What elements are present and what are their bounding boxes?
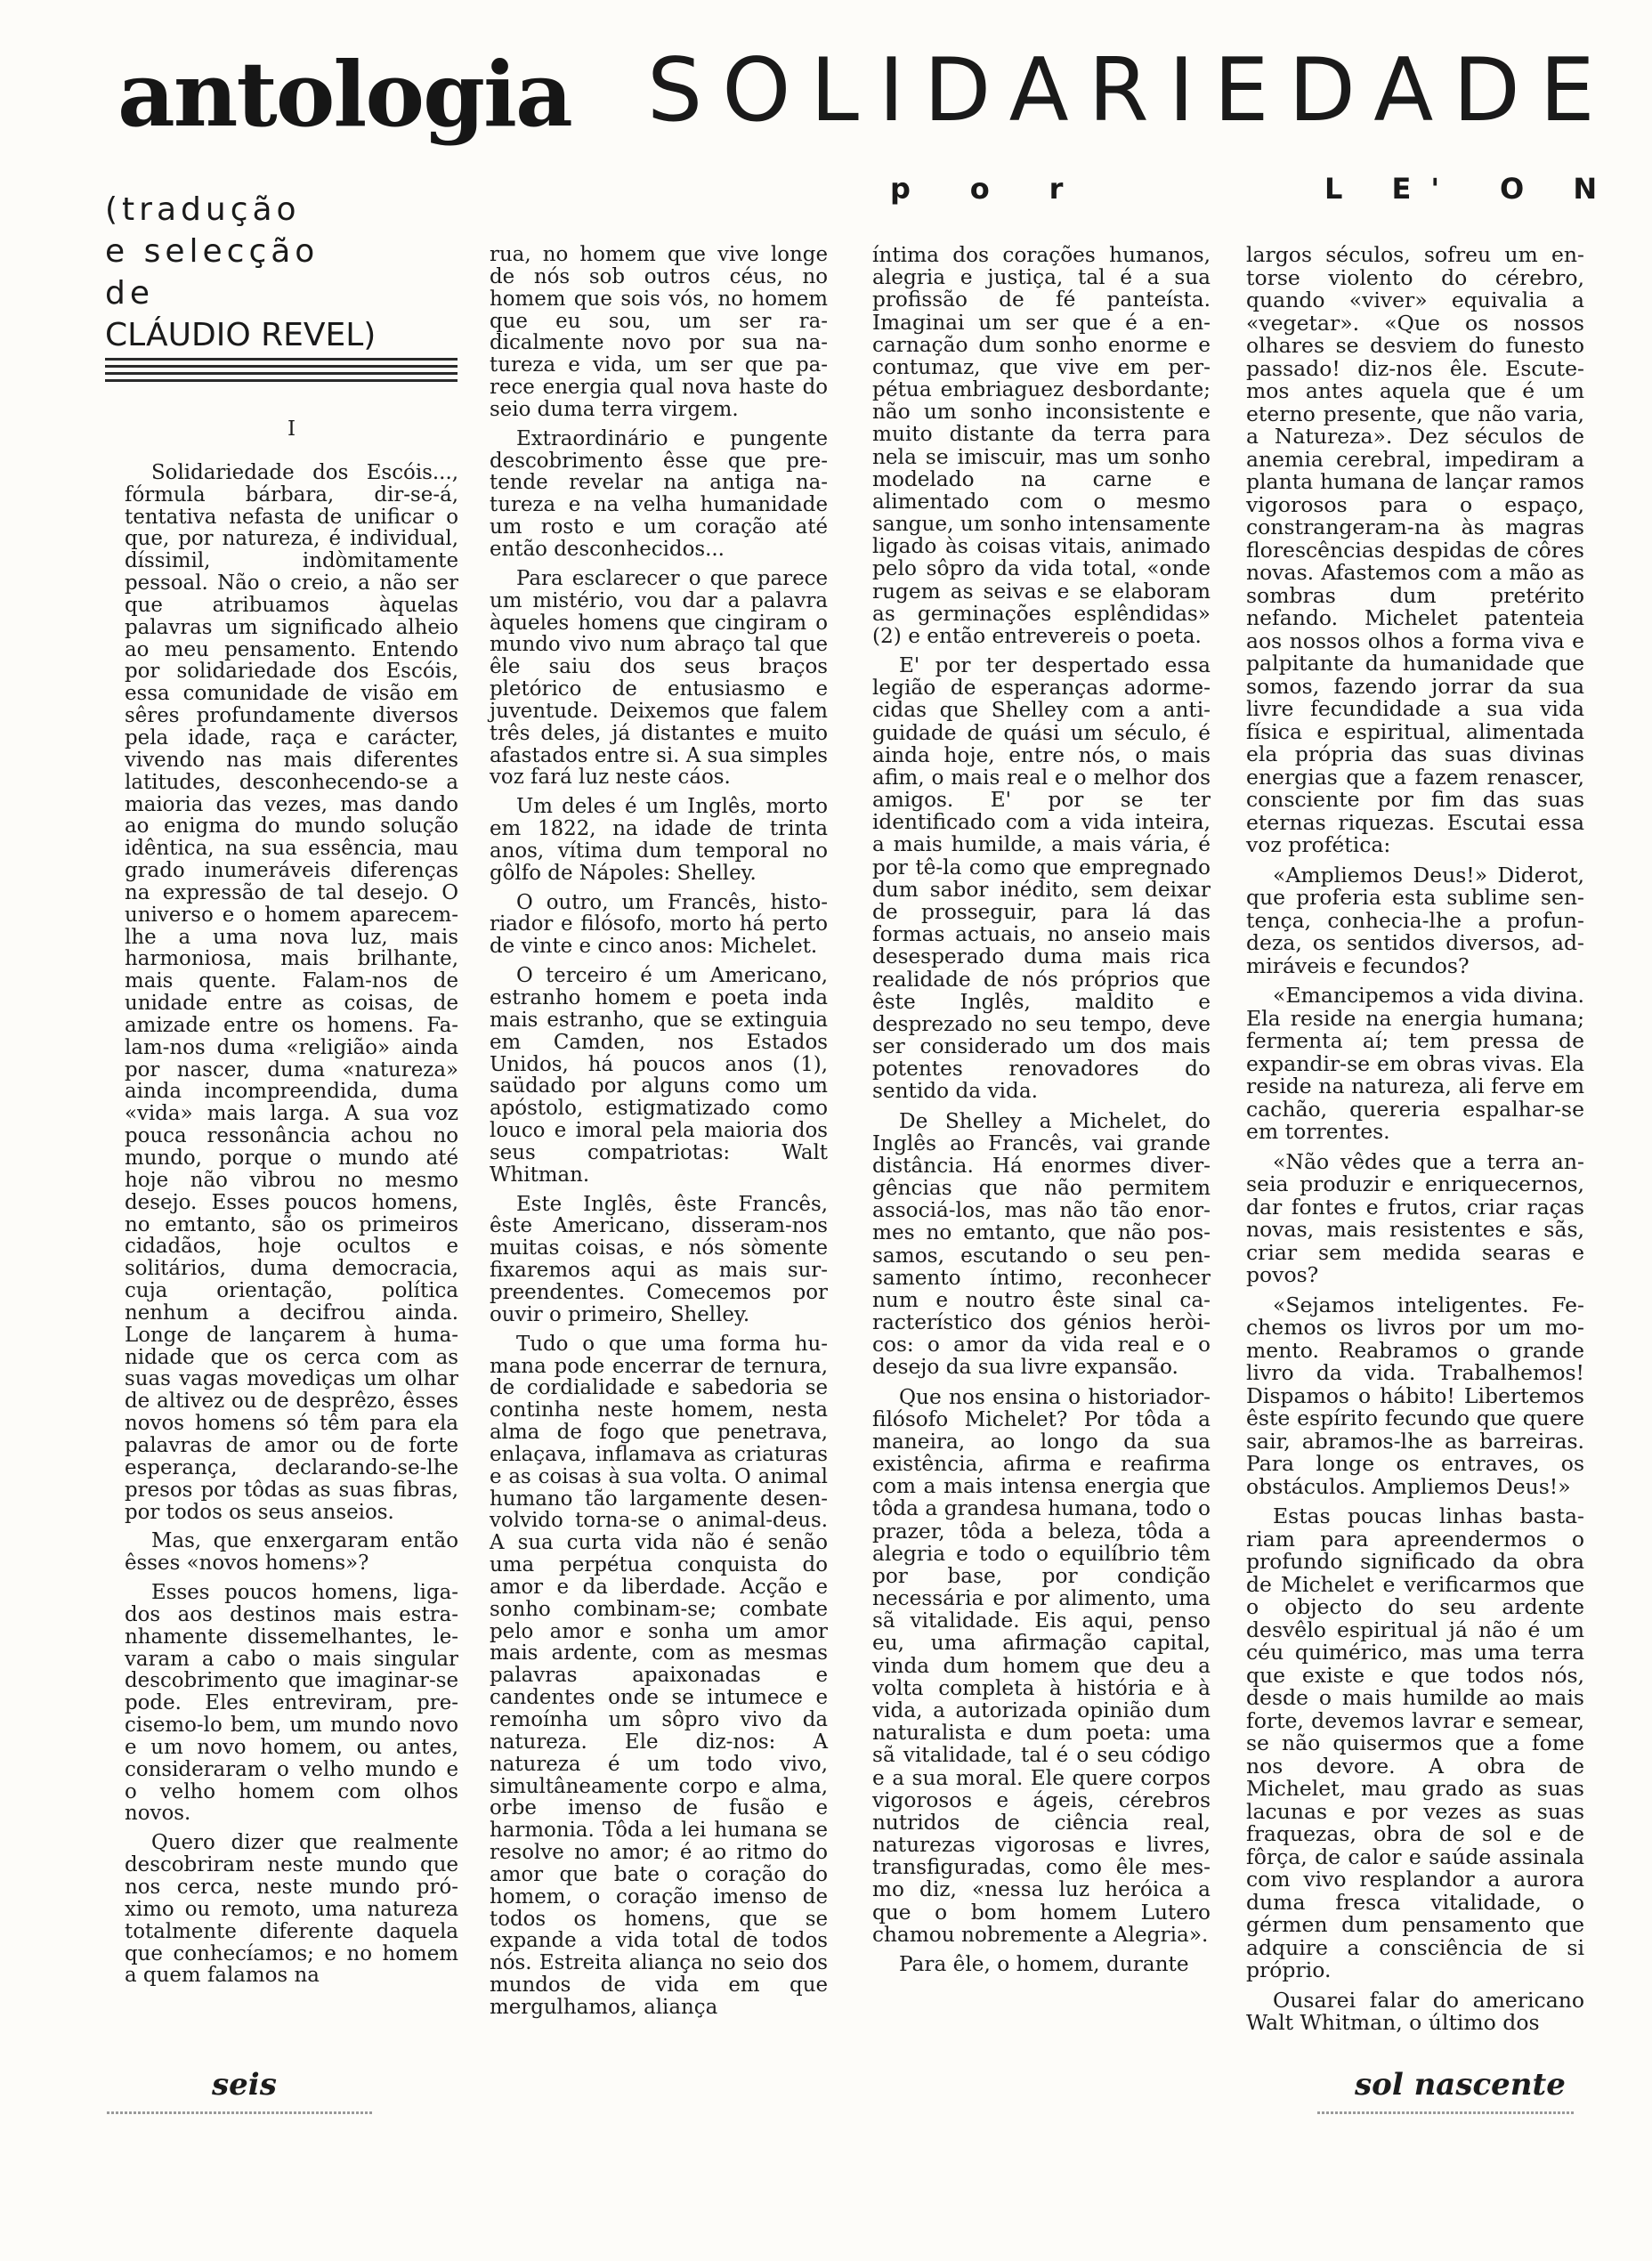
credit-line: (tradução <box>105 191 301 228</box>
paragraph: Quero dizer que realmente descobriram neste mundo que nos cerca, neste mundo próximo ou remoto, uma natureza totalmente diferente daquela que conhecíamos; e no homem a quem falamos na <box>125 1831 458 1988</box>
paragraph: Tudo o que uma forma humana pode encerrar de ternura, de cordialidade e sabedoria se continha neste homem, nesta alma de fogo que penetrava, enlaçava, inflamava as criaturas e as coisas à sua volta. O animal humano tão largamente desenvolvido torna-se o animal-deus. A sua curta vida não é senão uma perpétua conquista do amor e da liberdade. Acção e sonho combinam-se; combate pelo amor e sonha um amor mais ardente, com as mesmas palavras apaixonadas e candentes onde se intumece e remoínha um sôpro vivo da natureza. Ele diz-nos: A natureza é um todo vivo, simultâneamente corpo e alma, orbe imenso de fusão e harmonia. Tôda a lei humana se resolve no amor; é ao ritmo do amor que bate o coração do homem, o coração imenso de todos os homens, que se expande a vida total de todos nós. Estreita aliança no seio dos mundos de vida em que mergulhamos, aliança <box>490 1332 828 2019</box>
paragraph: «Ampliemos Deus!» Diderot, que proferia esta sublime sentença, conhecia-lhe a profundeza, os sentidos diversos, admiráveis e fecundos? <box>1246 862 1584 978</box>
paragraph: «Não vêdes que a terra anseia produzir e enriquecernos, dar fontes e frutos, criar raças novas, mais resistentes e sãs, criar sem medida searas e povos? <box>1246 1148 1584 1287</box>
paragraph: Estas poucas linhas bastariam para apreendermos o profundo significado da obra de Michelet e verificarmos que o objecto do seu ardente desvêlo espiritual já não é um céu quimérico, mas uma terra que existe e que todos nós, desde o mais humilde ao mais forte, devemos lavrar e semear, se não quisermos que a fome nos devore. A obra de Michelet, mau grado as suas lacunas e por vezes as suas fraquezas, obra de sol e de fôrça, de calor e saúde assinala com vivo resplandor a aurora duma fresca vitalidade, o gérmen dum pensamento que adquire a consciência de si próprio. <box>1246 1503 1584 1982</box>
section-heading: antologia <box>117 42 571 147</box>
byline-author: L E' <box>1324 172 1460 206</box>
section-number: I <box>287 417 296 441</box>
paragraph: Um deles é um Inglês, morto em 1822, na idade de trinta anos, vítima dum temporal no gôlfo de Nápoles: Shelley. <box>490 795 828 885</box>
paragraph: Ousarei falar do americano Walt Whitman, o último dos <box>1246 1987 1584 2035</box>
article-column-3 <box>872 244 1211 1982</box>
page-number-label: seis <box>212 2067 277 2103</box>
paragraph: Este Inglês, êste Francês, êste Americano, disseram-nos muitas coisas, e nós sòmente fixaremos aqui as mais surpreendentes. Comecemos por ouvir o primeiro, Shelley. <box>490 1192 828 1326</box>
paragraph: E' por ter despertado essa legião de esperanças adormecidas que Shelley com a antiguidade de quási um século, é ainda hoje, entre nós, o mais afim, o mais real e o melhor dos amigos. E' por se ter identificado com a vida inteira, a mais humilde, a mais vária, é por tê-la como que empregnado dum sabor inédito, sem deixar de prosseguir, para lá das formas actuais, no anseio mais desesperado duma mais rica realidade de nós próprios que êste Inglês, maldito e desprezado no seu tempo, deve ser considerado um dos mais potentes renovadores do sentido da vida. <box>872 653 1211 1104</box>
paragraph: Para êle, o homem, durante <box>899 1951 1189 1976</box>
credit-line: e selecção <box>105 233 320 270</box>
article-title: SOLIDARIEDADE <box>647 40 1615 142</box>
paragraph: largos séculos, sofreu um entorse violento do cérebro, quando «viver» equivalia a «vegetar». «Que os nossos olhares se desviem do funesto passado! diz-nos êle. Escutemos antes aquela que é um eterno presente, que não varia, a Natureza». Dez séculos de anemia cerebral, impediram a planta humana de lançar ramos vigorosos para o espaço, constrangeram-na às magras florescências despidas de côres novas. Afastemos com a mão as sombras dum pretérito nefando. Michelet patenteia aos nossos olhos a forma viva e palpitante da humanidade que somos, fazendo jorrar da sua livre fecundidade a sua vida física e espiritual, alimentada ela própria das suas divinas energias que a fazem renascer, consciente por fim das suas eternas riquezas. Escutai essa voz profética: <box>1246 242 1584 857</box>
byline-author-end: O N <box>1500 172 1617 206</box>
paragraph: «Sejamos inteligentes. Fechemos os livros por um momento. Reabramos o grande livro da vida. Trabalhemos! Dispamos o hábito! Libertemos êste espírito fecundo que quere sair, abramos-lhe as barreiras. Para longe os entraves, os obstáculos. Ampliemos Deus!» <box>1246 1292 1584 1499</box>
credit-line: de <box>105 275 154 312</box>
byline-por: p o r <box>890 172 1064 206</box>
paragraph: Esses poucos homens, ligados aos destinos mais estranhamente dissemelhantes, levaram a cabo o mais singular descobrimento que imaginar-se pode. Eles entreviram, precisemo-lo bem, um mundo novo e um novo homem, ou antes, consideraram o velho mundo e o velho homem com olhos novos. <box>125 1581 458 1826</box>
magazine-name: sol nascente <box>1355 2067 1566 2103</box>
paragraph: rua, no homem que vive longe de nós sob outros céus, no homem que sois vós, no homem que eu sou, um ser radicalmente novo por sua natureza e vida, um ser que parece energia qual nova haste do seio duma terra virgem. <box>490 243 828 421</box>
paragraph: íntima dos corações humanos, alegria e justiça, tal é a sua profissão de fé panteísta. Imaginai um ser que é a encarnação dum sonho enorme e contumaz, que vive em perpétua embriaguez desbordante; não um sonho inconsistente e muito distante da terra para nela se imiscuir, mas um sonho modelado na carne e alimentado com o mesmo sangue, um sonho intensamente ligado às coisas vitais, animado pelo sôpro da vida total, «onde rugem as seivas e se elaboram as germinações esplêndidas» (2) e então entrevereis o poeta. <box>872 243 1211 648</box>
translation-credit <box>105 189 461 356</box>
byline <box>0 172 1652 207</box>
footer-rule-left <box>107 2111 374 2114</box>
footer-rule-right <box>1317 2111 1575 2114</box>
paragraph: De Shelley a Michelet, do Inglês ao Francês, vai grande distância. Há enormes divergências que não permitem associá-los, mas não tão enormes no emtanto, que não possamos, escutando o seu pensamento íntimo, reconhecer num e noutro êste sinal característico dos génios heròicos: o amor da vida real e o desejo da sua livre expansão. <box>872 1108 1211 1380</box>
paragraph: Mas, que enxergaram então êsses «novos homens»? <box>125 1529 458 1576</box>
article-column-1 <box>125 418 458 1994</box>
credit-translator: CLÁUDIO REVEL) <box>105 317 377 353</box>
paragraph: O terceiro é um Americano, estranho homem e poeta inda mais estranho, que se extinguia em Camden, nos Estados Unidos, há poucos anos (1), saüdado por alguns como um apóstolo, estigmatizado como louco e imoral pela maioria dos seus compatriotas: Walt Whitman. <box>490 964 828 1187</box>
article-column-4 <box>1246 244 1584 2042</box>
article-column-2 <box>490 244 828 2026</box>
paragraph: O outro, um Francês, historiador e filósofo, morto há perto de vinte e cinco anos: Michelet. <box>490 890 828 959</box>
paragraph: Que nos ensina o historiador-filósofo Michelet? Por tôda a maneira, ao longo da sua existência, afirma e reafirma com a mais intensa energia que tôda a grandesa humana, todo o prazer, tôda a beleza, tôda a alegria e todo o equilíbrio têm por base, por condição necessária e por alimento, uma sã vitalidade. Eis aqui, penso eu, uma afirmação capital, vinda dum homem que deu a volta completa à história e à vida, a autorizada opinião dum naturalista e dum poeta: uma sã vitalidade, tal é o seu código e a sua moral. Ele quere corpos vigorosos e ágeis, cérebros nutridos de ciência real, naturezas vigorosas e livres, transfiguradas, como êle mesmo diz, «nessa luz heróica a que o bom homem Lutero chamou nobremente a Alegria». <box>872 1384 1211 1947</box>
paragraph: Para esclarecer o que parece um mistério, vou dar a palavra àqueles homens que cingiram o mundo vivo num abraço tal que êle saiu dos seus braços pletórico de entusiasmo e juventude. Deixemos que falem três deles, já distantes e muito afastados entre si. A sua simples voz fará luz neste cáos. <box>490 566 828 790</box>
paragraph: Solidariedade dos Escóis..., fórmula bárbara, dir-se-á, tentativa nefasta de unificar o que, por natureza, é individual, díssimil, indòmitamente pessoal. Não o creio, a não ser que atribuamos àquelas palavras um significado alheio ao meu pensamento. Entendo por solidariedade dos Escóis, essa comunidade de visão em sêres profundamente diversos pela idade, raça e carácter, vivendo nas mais diferentes latitudes, desconhecendo-se a maioria das vezes, mas dando ao enigma do mundo solução idêntica, na sua essência, mau grado inumeráveis diferenças na expressão de tal desejo. O universo e o homem aparecem-lhe a uma nova luz, mais harmoniosa, mais brilhante, mais quente. Falam-nos de unidade entre as coisas, de amizade entre os homens. Falam-nos duma «religião» ainda por nascer, duma «natureza» ainda incompreendida, duma «vida» mais larga. A sua voz pouca ressonância achou no mundo, porque o mundo até hoje não vibrou no mesmo desejo. Esses poucos homens, no emtanto, são os primeiros cidadãos, hoje ocultos e solitários, duma democracia, cuja orientação, política nenhum a decifrou ainda. Longe de lançarem à humanidade que os cerca com as suas vagas movediças um olhar de altivez ou de desprêzo, êsses novos homens só têm para ela palavras de amor ou de forte esperança, declarando-se-lhe presos por tôdas as suas fibras, por todos os seus anseios. <box>125 460 458 1524</box>
paragraph: Extraordinário e pungente descobrimento êsse que pretende revelar na antiga natureza e na velha humanidade um rosto e um coração até então desconhecidos... <box>490 426 828 561</box>
credit-divider <box>105 358 458 386</box>
paragraph: «Emancipemos a vida divina. Ela reside na energia humana; fermenta aí; tem pressa de expandir-se em obras vivas. Ela reside na natureza, ali ferve em cachão, quereria espalhar-se em torrentes. <box>1246 983 1584 1144</box>
